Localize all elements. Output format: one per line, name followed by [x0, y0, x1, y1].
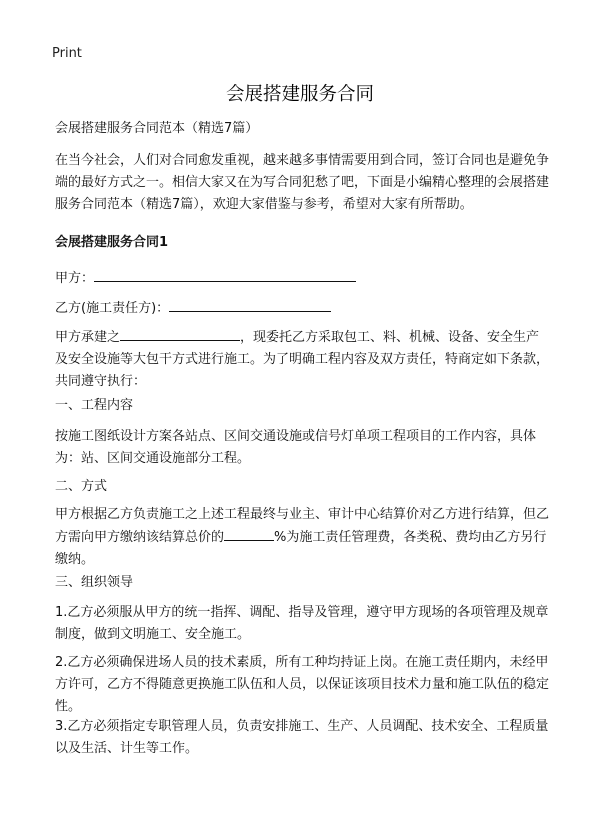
party-a-blank — [94, 266, 356, 282]
list-item-1: 1.乙方必须服从甲方的统一指挥、调配、指导及管理，遵守甲方现场的各项管理及规章制度，做到文明施工、安全施工。 — [55, 605, 549, 642]
heading-work-content: 一、工程内容 — [55, 398, 134, 413]
para1-prefix: 甲方承建之 — [55, 330, 121, 345]
document-title: 会展搭建服务合同 — [225, 84, 374, 105]
party-b-label: 乙方(施工责任方)： — [55, 301, 170, 316]
document-subtitle: 会展搭建服务合同范本（精选7篇） — [55, 121, 259, 136]
party-a-line — [55, 266, 550, 290]
method-text-a: 甲方根据乙方负责施工之上述工程最终与业主、审计中心结算价对乙方进行结算，但乙方需向甲方缴纳该结算总价的 — [55, 507, 550, 545]
party-a-label: 甲方： — [55, 271, 95, 286]
project-name-blank — [120, 326, 240, 341]
section-heading: 会展搭建服务合同1 — [55, 235, 169, 250]
heading-method: 二、方式 — [55, 479, 108, 494]
method-text-b: %为施工责任管理费，各类税、费均由乙方另行缴纳。 — [55, 530, 547, 567]
party-b-blank — [169, 296, 331, 312]
heading-organization: 三、组织领导 — [55, 575, 134, 590]
para1-suffix: ，现委托乙方采取包工、料、机械、设备、安全生产及安全设施等大包干方式进行施工。为了明确工程内容及双方责任，特商定如下条款，共同遵守执行： — [55, 330, 550, 389]
percent-blank — [224, 526, 274, 541]
paragraph-commission — [55, 326, 550, 393]
print-link[interactable]: Print — [52, 46, 82, 61]
list-item-3: 3.乙方必须指定专职管理人员，负责安排施工、生产、人员调配、技术安全、工程质量以及生活、计生等工作。 — [55, 719, 549, 756]
list-item-2: 2.乙方必须确保进场人员的技术素质，所有工种均持证上岗。在施工责任期内，未经甲方许可，乙方不得随意更换施工队伍和人员，以保证该项目技术力量和施工队伍的稳定性。 — [55, 655, 550, 714]
intro-paragraph: 在当今社会，人们对合同愈发重视，越来越多事情需要用到合同，签订合同也是避免争端的最好方式之一。相信大家又在为写合同犯愁了吧，下面是小编精心整理的会展搭建服务合同范本（精选7篇），欢迎大家借鉴与参考，希望对大家有所帮助。 — [55, 153, 550, 212]
paragraph-work-content: 按施工图纸设计方案各站点、区间交通设施或信号灯单项工程项目的工作内容，具体为：站、区间交通设施部分工程。 — [55, 429, 537, 466]
party-b-line — [55, 296, 550, 320]
paragraph-method — [55, 504, 550, 571]
